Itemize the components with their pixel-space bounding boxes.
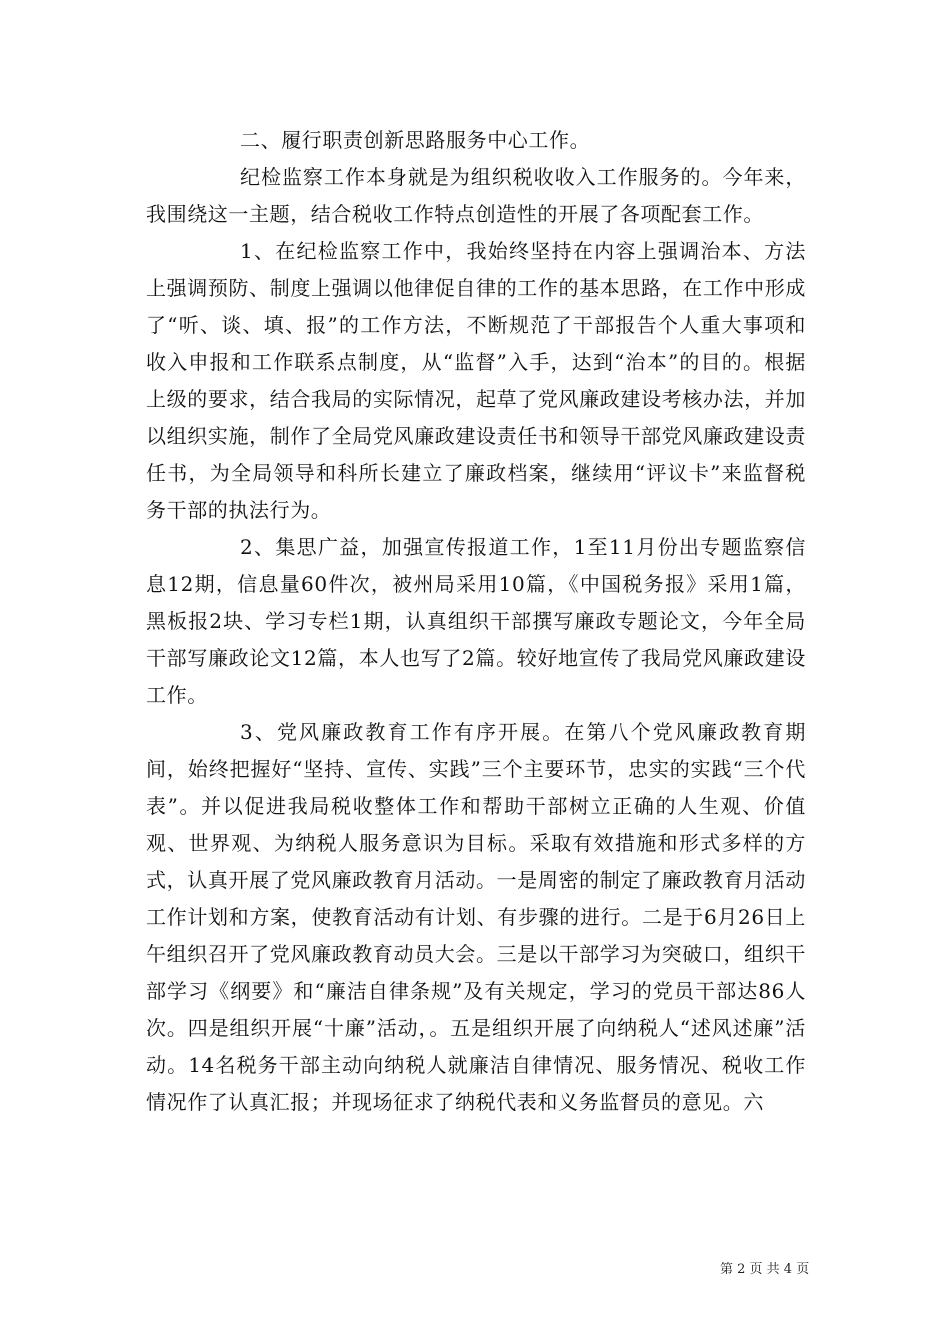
paragraph-item-1: 1、在纪检监察工作中，我始终坚持在内容上强调治本、方法上强调预防、制度上强调以他律促自律的工作的基本思路，在工作中形成了“听、谈、填、报”的工作方法，不断规范了干部报告个人重大事项和收入申报和工作联系点制度，从“监督”入手，达到“治本”的目的。根据上级的要求，结合我局的实际情况，起草了党风廉政建设考核办法，并加以组织实施，制作了全局党风廉政建设责任书和领导干部党风廉政建设责任书，为全局领导和科所长建立了廉政档案，继续用“评议卡”来监督税务干部的执法行为。 [146,239,806,522]
document-body [146,122,806,1121]
paragraph-item-3: 3、党风廉政教育工作有序开展。在第八个党风廉政教育期间，始终把握好“坚持、宣传、实践”三个主要环节，忠实的实践“三个代表”。并以促进我局税收整体工作和帮助干部树立正确的人生观、价值观、世界观、为纳税人服务意识为目标。采取有效措施和形式多样的方式，认真开展了党风廉政教育月活动。一是周密的制定了廉政教育月活动工作计划和方案，使教育活动有计划、有步骤的进行。二是于6月26日上午组织召开了党风廉政教育动员大会。三是以干部学习为突破口，组织干部学习《纲要》和“廉洁自律条规”及有关规定，学习的党员干部达86人次。四是组织开展“十廉”活动，。五是组织开展了向纳税人“述风述廉”活动。14名税务干部主动向纳税人就廉洁自律情况、服务情况、税收工作情况作了认真汇报；并现场征求了纳税代表和义务监督员的意见。六 [146,720,806,1114]
paragraph-item-2: 2、集思广益，加强宣传报道工作，1至11月份出专题监察信息12期，信息量60件次，被州局采用10篇，《中国税务报》采用1篇，黑板报2块、学习专栏1期，认真组织干部撰写廉政专题论文，今年全局干部写廉政论文12篇，本人也写了2篇。较好地宣传了我局党风廉政建设工作。 [146,535,806,707]
page-number-footer: 第 2 页 共 4 页 [720,1262,810,1277]
section-heading: 二、履行职责创新思路服务中心工作。 [240,128,591,152]
intro-paragraph: 纪检监察工作本身就是为组织税收收入工作服务的。今年来，我围绕这一主题，结合税收工作特点创造性的开展了各项配套工作。 [146,165,806,226]
